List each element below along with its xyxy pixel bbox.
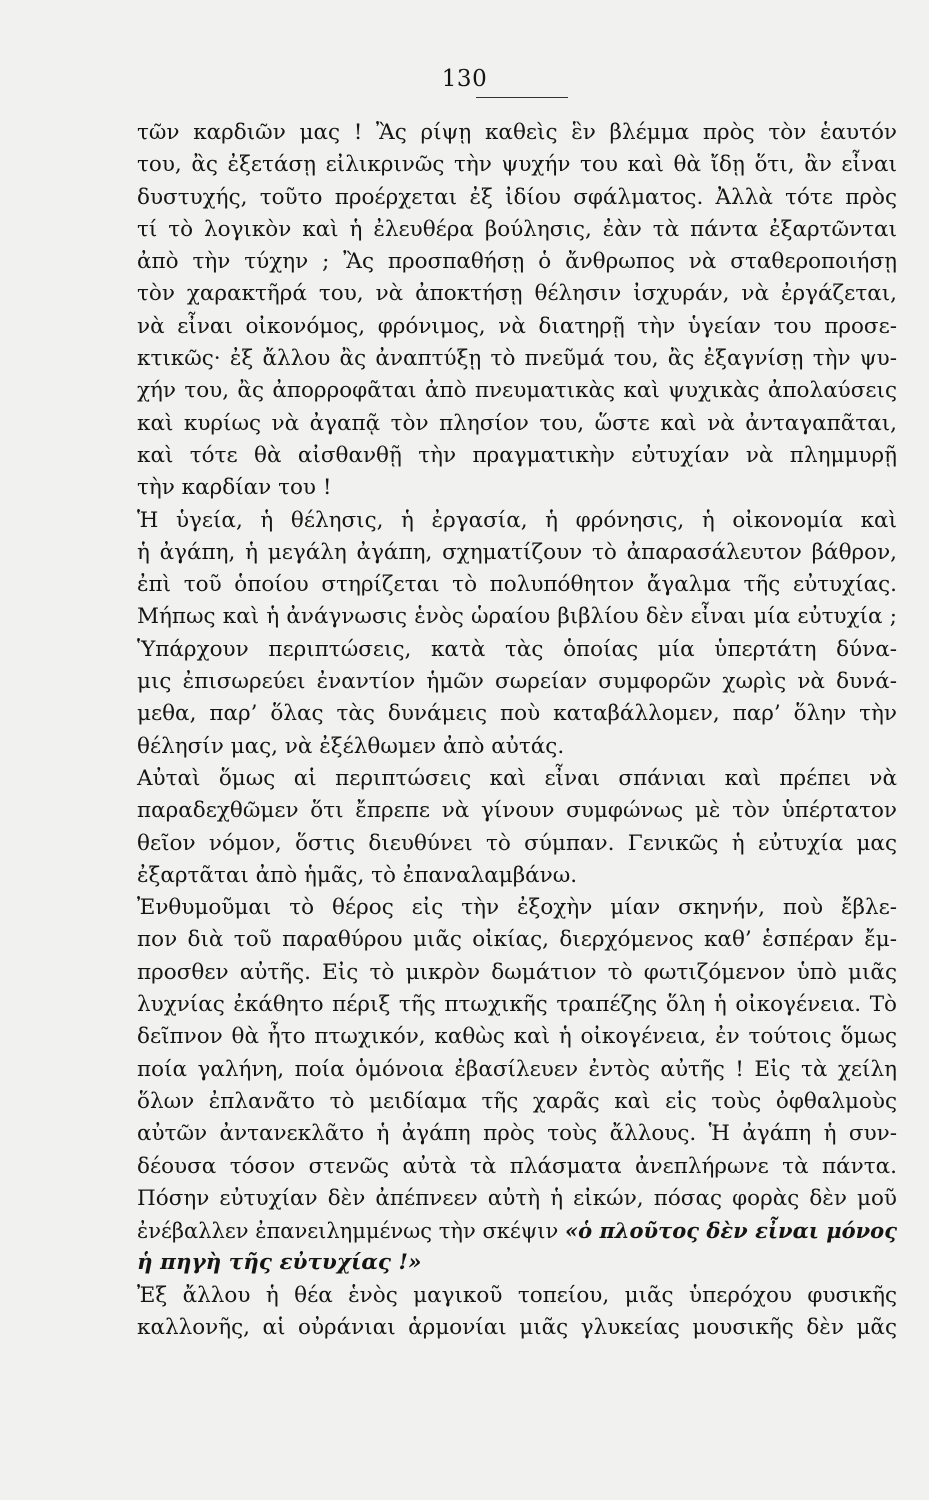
text-line: ἀπὸ τὴν τύχην ; Ἂς προσπαθήσῃ ὁ ἄνθρωπος νὰ σταθεροποιήσῃ (137, 249, 897, 275)
text-line: ποία γαλήνη, ποία ὁμόνοια ἐβασίλευεν ἐντὸς αὐτῆς ! Εἰς τὰ χείλη (137, 1056, 897, 1082)
text-line: Μήπως καὶ ἡ ἀνάγνωσις ἑνὸς ὡραίου βιβλίου δὲν εἶναι μία εὐτυχία ; (137, 604, 897, 630)
text-line: δέουσα τόσον στενῶς αὐτὰ τὰ πλάσματα ἀνεπλήρωνε τὰ πάντα. (137, 1153, 897, 1179)
text-line: Ὑπάρχουν περιπτώσεις, κατὰ τὰς ὁποίας μία ὑπερτάτη δύνα- (137, 636, 897, 662)
text-line: ὅλων ἐπλανᾶτο τὸ μειδίαμα τῆς χαρᾶς καὶ εἰς τοὺς ὀφθαλμοὺς (137, 1088, 897, 1114)
text-line: ἐξαρτᾶται ἀπὸ ἡμᾶς, τὸ ἐπαναλαμβάνω. (137, 862, 578, 888)
text-line: προσθεν αὐτῆς. Εἰς τὸ μικρὸν δωμάτιον τὸ φωτιζόμενον ὑπὸ μιᾶς (137, 959, 897, 985)
text-line: αὐτῶν ἀντανεκλᾶτο ἡ ἀγάπη πρὸς τοὺς ἄλλους. Ἡ ἀγάπη ἡ συν- (137, 1121, 897, 1147)
text-line: τὸν χαρακτῆρά του, νὰ ἀποκτήσῃ θέλησιν ἰσχυράν, νὰ ἐργάζεται, (137, 281, 897, 307)
text-line: ἐπὶ τοῦ ὁποίου στηρίζεται τὸ πολυπόθητον ἄγαλμα τῆς εὐτυχίας. (137, 572, 897, 598)
text-line: νὰ εἶναι οἰκονόμος, φρόνιμος, νὰ διατηρῇ τὴν ὑγείαν του προσε- (137, 313, 897, 339)
text-line: θέλησίν μας, νὰ ἐξέλθωμεν ἀπὸ αὐτάς. (137, 733, 565, 759)
body-text (137, 117, 897, 1344)
text-line: καὶ κυρίως νὰ ἀγαπᾷ τὸν πλησίον του, ὥστε καὶ νὰ ἀνταγαπᾶται, (137, 410, 897, 436)
quoted-text-end: ἡ πηγὴ τῆς εὐτυχίας !» (137, 1250, 422, 1276)
text-line: χήν του, ἂς ἀπορροφᾶται ἀπὸ πνευματικὰς καὶ ψυχικὰς ἀπολαύσεις (137, 378, 897, 404)
text-line: Πόσην εὐτυχίαν δὲν ἀπέπνεεν αὐτὴ ἡ εἰκών, πόσας φορὰς δὲν μοῦ (137, 1185, 897, 1211)
text-line-with-quote (137, 1215, 897, 1247)
text-line: μις ἐπισωρεύει ἐναντίον ἡμῶν σωρείαν συμφορῶν χωρὶς νὰ δυνά- (137, 669, 897, 695)
text-line: Ἡ ὑγεία, ἡ θέλησις, ἡ ἐργασία, ἡ φρόνησις, ἡ οἰκονομία καὶ (137, 507, 897, 533)
text-line: λυχνίας ἐκάθητο πέριξ τῆς πτωχικῆς τραπέζης ὅλη ἡ οἰκογένεια. Τὸ (137, 992, 897, 1018)
text-line: πον διὰ τοῦ παραθύρου μιᾶς οἰκίας, διερχόμενος καθ’ ἑσπέραν ἔμ- (137, 927, 897, 953)
text-line: τῶν καρδιῶν μας ! Ἂς ρίψῃ καθεὶς ἓν βλέμμα πρὸς τὸν ἑαυτόν (137, 120, 897, 145)
text-line: δυστυχής, τοῦτο προέρχεται ἐξ ἰδίου σφάλματος. Ἀλλὰ τότε πρὸς (137, 184, 897, 210)
text-line: Ἐνθυμοῦμαι τὸ θέρος εἰς τὴν ἐξοχὴν μίαν σκηνήν, ποὺ ἔβλε- (137, 895, 897, 921)
text-line: ἡ ἀγάπη, ἡ μεγάλη ἀγάπη, σχηματίζουν τὸ ἀπαρασάλευτον βάθρον, (137, 539, 897, 565)
text-line: παραδεχθῶμεν ὅτι ἔπρεπε νὰ γίνουν συμφώνως μὲ τὸν ὑπέρτατον (137, 798, 897, 824)
text-line-lead: ἐνέβαλλεν ἐπανειλημμένως τὴν σκέψιν (137, 1219, 559, 1244)
header-rule (476, 97, 568, 98)
text-line: καλλονῆς, αἱ οὐράνιαι ἁρμονίαι μιᾶς γλυκείας μουσικῆς δὲν μᾶς (137, 1314, 897, 1340)
page-number: 130 (441, 66, 488, 92)
text-line: τὴν καρδίαν του ! (137, 475, 332, 501)
text-line: τί τὸ λογικὸν καὶ ἡ ἐλευθέρα βούλησις, ἐὰν τὰ πάντα ἐξαρτῶνται (137, 216, 897, 242)
text-line: του, ἂς ἐξετάσῃ εἰλικρινῶς τὴν ψυχήν του καὶ θὰ ἴδῃ ὅτι, ἂν εἶναι (137, 152, 897, 178)
text-line: Αὐταὶ ὅμως αἱ περιπτώσεις καὶ εἶναι σπάνιαι καὶ πρέπει νὰ (137, 765, 897, 791)
text-line: Ἐξ ἄλλου ἡ θέα ἑνὸς μαγικοῦ τοπείου, μιᾶς ὑπερόχου φυσικῆς (137, 1282, 897, 1308)
text-line: κτικῶς· ἐξ ἄλλου ἂς ἀναπτύξῃ τὸ πνεῦμά του, ἂς ἐξαγνίσῃ τὴν ψυ- (137, 346, 897, 372)
text-line: δεῖπνον θὰ ἦτο πτωχικόν, καθὼς καὶ ἡ οἰκογένεια, ἐν τούτοις ὅμως (137, 1024, 897, 1050)
text-line: θεῖον νόμον, ὅστις διευθύνει τὸ σύμπαν. Γενικῶς ἡ εὐτυχία μας (137, 830, 897, 856)
text-line: μεθα, παρ’ ὅλας τὰς δυνάμεις ποὺ καταβάλλομεν, παρ’ ὅλην τὴν (137, 701, 897, 727)
text-line: καὶ τότε θὰ αἰσθανθῇ τὴν πραγματικὴν εὐτυχίαν νὰ πλημμυρῇ (137, 442, 897, 468)
quoted-text: «ὁ πλοῦτος δὲν εἶναι μόνος (564, 1218, 897, 1244)
